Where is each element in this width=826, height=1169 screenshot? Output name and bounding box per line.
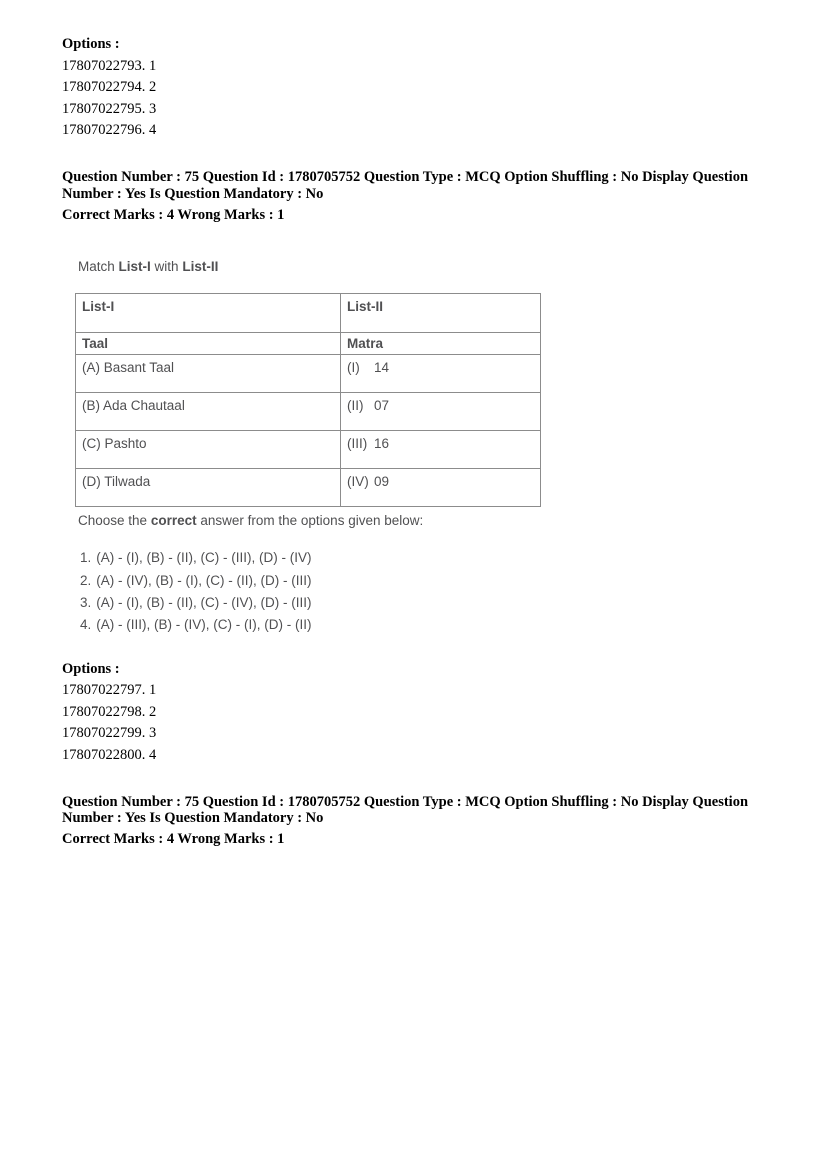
matra-header-cell: Matra xyxy=(341,333,541,355)
answer-option-4 xyxy=(80,614,768,636)
answer-text: (A) - (III), (B) - (IV), (C) - (I), (D) - (II) xyxy=(96,617,312,633)
option-id: 17807022797. xyxy=(62,682,146,699)
matra-roman: (III) xyxy=(347,436,368,452)
table-row xyxy=(76,355,541,393)
option-id-line xyxy=(62,702,768,724)
answer-number: 2. xyxy=(80,572,92,588)
match-middle: with xyxy=(154,259,179,275)
marks-line: Correct Marks : 4 Wrong Marks : 1 xyxy=(62,206,285,223)
list2-header-cell: List-II xyxy=(341,294,541,333)
matra-roman: (II) xyxy=(347,398,364,414)
table-row xyxy=(76,393,541,431)
match-prefix: Match xyxy=(78,259,115,275)
question-meta-line2: Number : Yes Is Question Mandatory : No xyxy=(62,810,324,827)
answer-text: (A) - (I), (B) - (II), (C) - (III), (D) - (IV) xyxy=(96,550,312,566)
option-value: 2 xyxy=(149,79,157,96)
question-content xyxy=(75,258,768,636)
option-id-line xyxy=(62,120,768,142)
option-value: 2 xyxy=(149,703,157,720)
match-table xyxy=(75,293,541,507)
option-id-line xyxy=(62,723,768,745)
option-id: 17807022800. xyxy=(62,746,146,763)
table-header-row xyxy=(76,294,541,333)
option-id-line xyxy=(62,745,768,767)
options-label: Options : xyxy=(62,660,120,677)
matra-value: 07 xyxy=(374,398,390,414)
option-id: 17807022798. xyxy=(62,703,146,720)
option-id-line xyxy=(62,680,768,702)
options-block-top xyxy=(62,34,768,142)
options-label: Options : xyxy=(62,36,120,52)
table-row xyxy=(76,469,541,507)
choose-suffix: answer from the options given below: xyxy=(200,513,424,529)
marks-line: Correct Marks : 4 Wrong Marks : 1 xyxy=(62,831,285,848)
table-row xyxy=(76,431,541,469)
matra-value: 16 xyxy=(374,436,390,452)
option-value: 1 xyxy=(149,682,157,699)
answer-option-2 xyxy=(80,570,768,592)
option-id: 17807022794. xyxy=(62,79,146,96)
option-id: 17807022799. xyxy=(62,725,146,742)
option-value: 3 xyxy=(149,725,157,742)
matra-cell xyxy=(341,355,541,393)
answer-option-3 xyxy=(80,592,768,614)
answer-number: 3. xyxy=(80,594,92,610)
taal-cell: (B) Ada Chautaal xyxy=(76,393,341,431)
answer-text: (A) - (I), (B) - (II), (C) - (IV), (D) - (III) xyxy=(96,594,312,610)
option-value: 3 xyxy=(149,100,157,117)
taal-cell: (D) Tilwada xyxy=(76,469,341,507)
matra-cell xyxy=(341,469,541,507)
answer-number: 4. xyxy=(80,617,92,633)
option-id: 17807022795. xyxy=(62,100,146,117)
option-id-line xyxy=(62,77,768,99)
matra-cell xyxy=(341,431,541,469)
answer-option-1 xyxy=(80,547,768,569)
list2-label: List-II xyxy=(182,259,219,275)
option-id-line xyxy=(62,56,768,78)
option-id: 17807022793. xyxy=(62,57,146,74)
answer-number: 1. xyxy=(80,550,92,566)
question-metadata-header-repeat xyxy=(62,794,768,848)
taal-cell: (A) Basant Taal xyxy=(76,355,341,393)
taal-header-cell: Taal xyxy=(76,333,341,355)
match-instruction xyxy=(75,258,768,276)
question-meta-line2: Number : Yes Is Question Mandatory : No xyxy=(62,185,324,202)
matra-roman: (IV) xyxy=(347,474,369,490)
choose-prefix: Choose the xyxy=(78,513,148,529)
answer-options-list xyxy=(75,547,768,636)
table-subheader-row xyxy=(76,333,541,355)
option-id: 17807022796. xyxy=(62,122,146,139)
answer-text: (A) - (IV), (B) - (I), (C) - (II), (D) - (III) xyxy=(96,572,312,588)
matra-cell xyxy=(341,393,541,431)
option-value: 1 xyxy=(149,57,157,74)
option-id-line xyxy=(62,99,768,121)
question-meta-line1: Question Number : 75 Question Id : 1780705752 Question Type : MCQ Option Shuffling : No Display Question xyxy=(62,793,749,810)
taal-cell: (C) Pashto xyxy=(76,431,341,469)
question-metadata-header xyxy=(62,169,768,223)
list1-label: List-I xyxy=(118,259,151,275)
choose-instruction xyxy=(75,512,768,530)
matra-value: 14 xyxy=(374,360,390,376)
option-value: 4 xyxy=(149,746,157,763)
choose-bold: correct xyxy=(150,513,197,529)
matra-value: 09 xyxy=(374,474,390,490)
options-block-bottom xyxy=(62,659,768,767)
matra-roman: (I) xyxy=(347,360,360,376)
question-meta-line1: Question Number : 75 Question Id : 1780705752 Question Type : MCQ Option Shuffling : No Display Question xyxy=(62,168,749,185)
option-value: 4 xyxy=(149,122,157,139)
list1-header-cell: List-I xyxy=(76,294,341,333)
